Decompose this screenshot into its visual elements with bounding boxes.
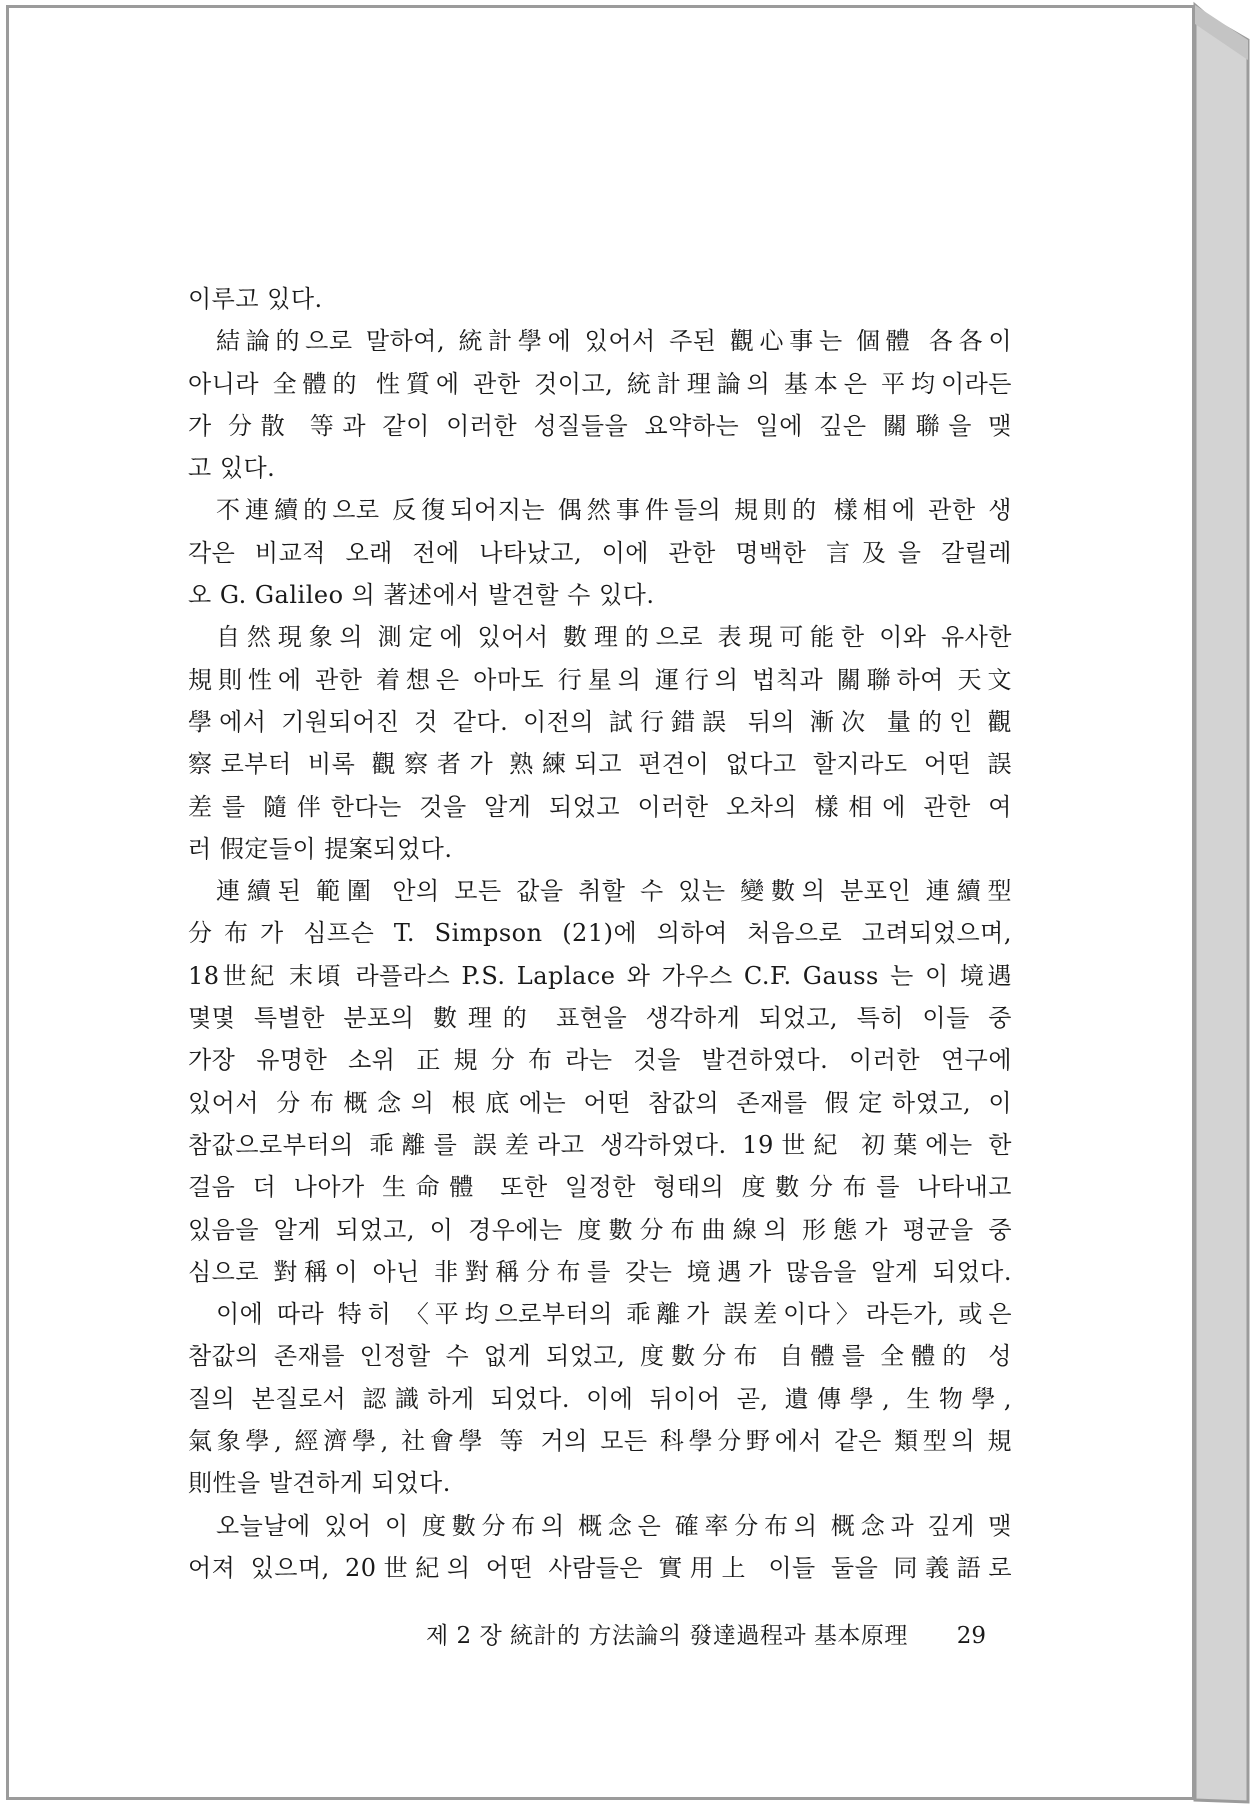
text-line: 있음을 알게 되었고, 이 경우에는 度數分布曲線의 形態가 평균을 중 bbox=[188, 1215, 1012, 1244]
text-line: 分布가 심프슨 T. Simpson (21)에 의하여 처음으로 고려되었으며, bbox=[188, 919, 1012, 948]
page-number: 29 bbox=[956, 1623, 986, 1649]
running-title: 제 2 장 統計的 方法論의 發達過程과 基本原理 bbox=[426, 1623, 908, 1649]
text-line: 學에서 기원되어진 것 같다. 이전의 試行錯誤 뒤의 漸次 量的인 觀 bbox=[188, 707, 1012, 736]
text-line: 氣象學, 經濟學, 社會學 等 거의 모든 科學分野에서 같은 類型의 規 bbox=[188, 1427, 1012, 1456]
text-line: 이에 따라 特히 〈平均으로부터의 乖離가 誤差이다〉라든가, 或은 bbox=[216, 1300, 1012, 1329]
text-line: 가장 유명한 소위 正規分布라는 것을 발견하였다. 이러한 연구에 bbox=[188, 1046, 1012, 1075]
text-line: 結論的으로 말하여, 統計學에 있어서 주된 觀心事는 個體 各各이 bbox=[216, 327, 1012, 356]
text-line: 이루고 있다. bbox=[188, 285, 323, 313]
text-line: 질의 본질로서 認識하게 되었다. 이에 뒤이어 곧, 遺傳學, 生物學, bbox=[188, 1384, 1012, 1413]
text-line: 걸음 더 나아가 生命體 또한 일정한 형태의 度數分布를 나타내고 bbox=[188, 1173, 1012, 1202]
text-line: 則性을 발견하게 되었다. bbox=[188, 1469, 451, 1498]
text-line: 러 假定들이 提案되었다. bbox=[188, 834, 453, 863]
page-footer bbox=[426, 1616, 986, 1656]
text-line: 오늘날에 있어 이 度數分布의 概念은 確率分布의 概念과 깊게 맺 bbox=[216, 1511, 1012, 1540]
body-text bbox=[188, 278, 1012, 1589]
text-line: 18世紀 末頃 라플라스 P.S. Laplace 와 가우스 C.F. Gauss 는 이 境遇 bbox=[188, 961, 1012, 990]
text-line: 오 G. Galileo 의 著述에서 발견할 수 있다. bbox=[188, 581, 655, 610]
text-line: 가 分散 等과 같이 이러한 성질들을 요약하는 일에 깊은 關聯을 맺 bbox=[188, 411, 1012, 440]
text-line: 規則性에 관한 着想은 아마도 行星의 運行의 법칙과 關聯하여 天文 bbox=[188, 665, 1012, 694]
text-line: 있어서 分布概念의 根底에는 어떤 참값의 존재를 假定하였고, 이 bbox=[188, 1088, 1012, 1117]
text-line: 差를 隨伴한다는 것을 알게 되었고 이러한 오차의 樣相에 관한 여 bbox=[188, 792, 1012, 821]
text-line: 不連續的으로 反復되어지는 偶然事件들의 規則的 樣相에 관한 생 bbox=[216, 496, 1012, 525]
text-line: 아니라 全體的 性質에 관한 것이고, 統計理論의 基本은 平均이라든 bbox=[188, 369, 1012, 398]
text-line: 몇몇 특별한 분포의 數理的 표현을 생각하게 되었고, 특히 이들 중 bbox=[188, 1004, 1012, 1033]
text-line: 각은 비교적 오래 전에 나타났고, 이에 관한 명백한 言及을 갈릴레 bbox=[188, 538, 1012, 567]
text-line: 連續된 範圍 안의 모든 값을 취할 수 있는 變數의 분포인 連續型 bbox=[216, 877, 1012, 906]
text-line: 심으로 對稱이 아닌 非對稱分布를 갖는 境遇가 많음을 알게 되었다. bbox=[188, 1257, 1012, 1286]
text-line: 고 있다. bbox=[188, 454, 276, 483]
text-line: 참값으로부터의 乖離를 誤差라고 생각하였다. 19世紀 初葉에는 한 bbox=[188, 1130, 1012, 1159]
text-line: 어져 있으며, 20世紀의 어떤 사람들은 實用上 이들 둘을 同義語로 bbox=[188, 1553, 1012, 1582]
text-line: 참값의 존재를 인정할 수 없게 되었고, 度數分布 自體를 全體的 성 bbox=[188, 1342, 1012, 1371]
text-line: 自然現象의 測定에 있어서 數理的으로 表現可能한 이와 유사한 bbox=[216, 623, 1012, 652]
text-line: 察로부터 비록 觀察者가 熟練되고 편견이 없다고 할지라도 어떤 誤 bbox=[188, 750, 1012, 779]
